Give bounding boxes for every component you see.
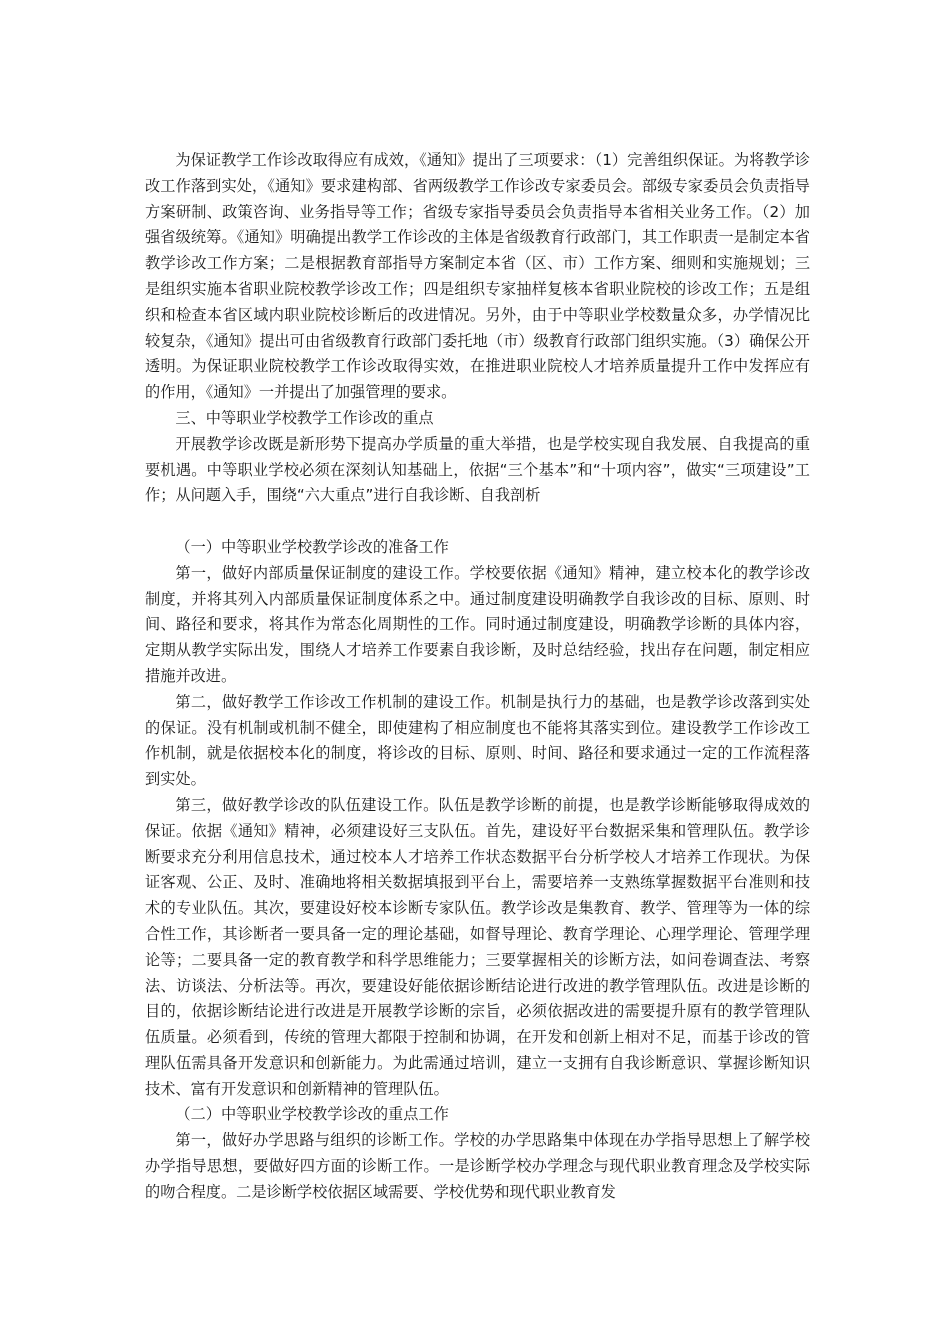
subsection-heading-1: （一）中等职业学校教学诊改的准备工作 [175, 537, 449, 556]
subsection-heading-2: （二）中等职业学校教学诊改的重点工作 [175, 1105, 449, 1124]
paragraph-system-building: 第一，做好内部质量保证制度的建设工作。学校要依据《通知》精神，建立校本化的教学诊改制度，并将其列入内部质量保证制度体系之中。通过制度建设明确教学自我诊改的目标、原则、时间、路径和要求，将其作为常态化周期性的工作。同时通过制度建设，明确教学诊断的具体内容，定期从教学实际出发，围绕人才培养工作要素自我诊断，及时总结经验，找出存在问题，制定相应措施并改进。 [145, 563, 810, 685]
paragraph-mechanism-building: 第二，做好教学工作诊改工作机制的建设工作。机制是执行力的基础，也是教学诊改落到实处的保证。没有机制或机制不健全，即使建构了相应制度也不能将其落实到位。建设教学工作诊改工作机制，就是依据校本化的制度，将诊改的目标、原则、时间、路径和要求通过一定的工作流程落到实处。 [145, 692, 810, 789]
paragraph-school-philosophy: 第一，做好办学思路与组织的诊断工作。学校的办学思路集中体现在办学指导思想上了解学校办学指导思想，要做好四方面的诊断工作。一是诊断学校办学理念与现代职业教育理念及学校实际的吻合程度。二是诊断学校依据区域需要、学校优势和现代职业教育发 [145, 1131, 810, 1201]
paragraph-diagnosis-intro: 开展教学诊改既是新形势下提高办学质量的重大举措，也是学校实现自我发展、自我提高的重要机遇。中等职业学校必须在深刻认知基础上，依据“三个基本”和“十项内容”，做实“三项建设”工作；从问题入手，围绕“六大重点”进行自我诊断、自我剖析 [145, 434, 810, 505]
document-page [145, 148, 810, 1206]
section-heading-3: 三、中等职业学校教学工作诊改的重点 [175, 408, 434, 427]
paragraph-team-building: 第三，做好教学诊改的队伍建设工作。队伍是教学诊断的前提，也是教学诊断能够取得成效的保证。依据《通知》精神，必须建设好三支队伍。首先，建设好平台数据采集和管理队伍。教学诊断要求充分利用信息技术，通过校本人才培养工作状态数据平台分析学校人才培养工作现状。为保证客观、公正、及时、准确地将相关数据填报到平台上，需要培养一支熟练掌握数据平台准则和技术的专业队伍。其次，要建设好校本诊断专家队伍。教学诊改是集教育、教学、管理等为一体的综合性工作，其诊断者一要具备一定的理论基础，如督导理论、教育学理论、心理学理论、管理学理论等；二要具备一定的教育教学和科学思维能力；三要掌握相关的诊断方法，如问卷调查法、考察法、访谈法、分析法等。再次，要建设好能依据诊断结论进行改进的教学管理队伍。改进是诊断的目的，依据诊断结论进行改进是开展教学诊断的宗旨，必须依据改进的需要提升原有的教学管理队伍质量。必须看到，传统的管理大都限于控制和协调，在开发和创新上相对不足，而基于诊改的管理队伍需具备开发意识和创新能力。为此需通过培训，建立一支拥有自我诊断意识、掌握诊断知识技术、富有开发意识和创新精神的管理队伍。 [145, 795, 810, 1098]
paragraph-gap [145, 509, 810, 535]
paragraph-quality-requirements: 为保证教学工作诊改取得应有成效，《通知》提出了三项要求：（1）完善组织保证。为将教学诊改工作落到实处，《通知》要求建构部、省两级教学工作诊改专家委员会。部级专家委员会负责指导方案研制、政策咨询、业务指导等工作；省级专家指导委员会负责指导本省相关业务工作。（2）加强省级统筹。《通知》明确提出教学工作诊改的主体是省级教育行政部门，其工作职责一是制定本省教学诊改工作方案；二是根据教育部指导方案制定本省（区、市）工作方案、细则和实施规划；三是组织实施本省职业院校教学诊改工作；四是组织专家抽样复核本省职业院校的诊改工作；五是组织和检查本省区域内职业院校诊断后的改进情况。另外，由于中等职业学校数量众多，办学情况比较复杂，《通知》提出可由省级教育行政部门委托地（市）级教育行政部门组织实施。（3）确保公开透明。为保证职业院校教学工作诊改取得实效，在推进职业院校人才培养质量提升工作中发挥应有的作用，《通知》一并提出了加强管理的要求。 [145, 151, 810, 402]
